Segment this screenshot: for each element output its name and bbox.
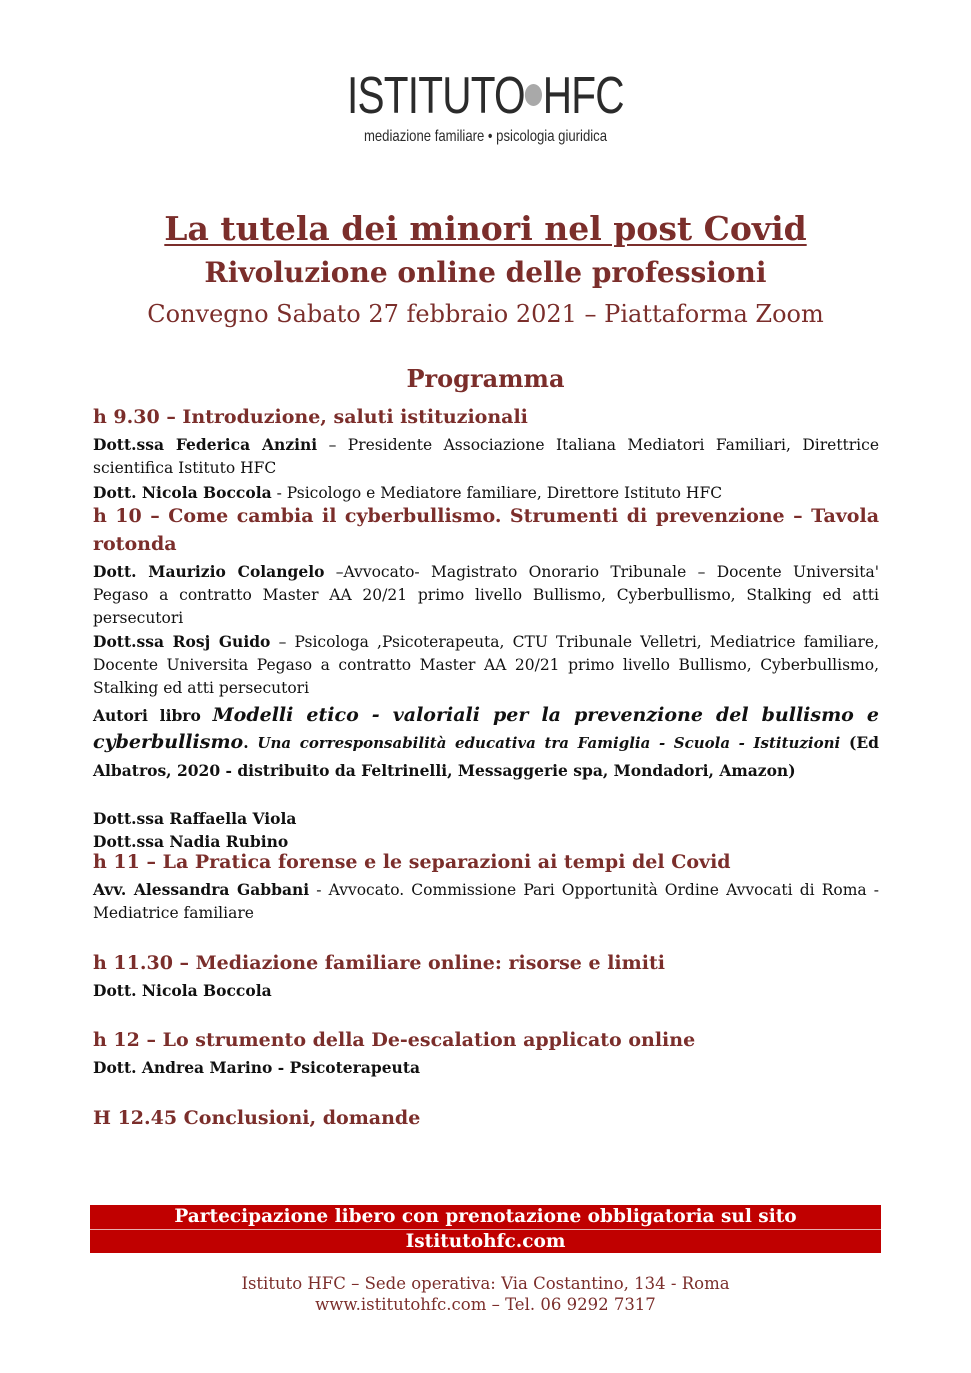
session-6 bbox=[93, 1104, 879, 1132]
speaker-entry bbox=[93, 433, 879, 480]
book-publisher: (Ed Albatros, 2020 - distribuito da Feltrinelli, Messaggerie spa, Mondadori, Amazon) bbox=[93, 733, 879, 780]
speaker-description: –Avvocato- Magistrato Onorario Tribunale – Docente Universita' Pegaso a contratto Master AA 20/21 primo livello Bullismo, Cyberbullismo, Stalking ed atti persecutori bbox=[93, 563, 879, 627]
program-heading: Programma bbox=[406, 364, 565, 393]
session-5 bbox=[93, 1026, 879, 1079]
speaker-name: Dott. Maurizio Colangelo bbox=[93, 562, 325, 581]
speaker-name: Dott.ssa Federica Anzini bbox=[93, 435, 318, 454]
session-2 bbox=[93, 502, 879, 853]
event-dateline: Convegno Sabato 27 febbraio 2021 – Piattaforma Zoom bbox=[147, 300, 824, 328]
speaker-name: Dott. Nicola Boccola bbox=[93, 483, 272, 502]
session-1 bbox=[93, 403, 879, 505]
session-3 bbox=[93, 848, 879, 925]
book-title: Modelli etico - valoriali per la prevenzione del bullismo e cyberbullismo bbox=[93, 704, 879, 753]
session-heading: h 9.30 – Introduzione, saluti istituzionali bbox=[93, 406, 528, 428]
speaker-name: Dott.ssa Nadia Rubino bbox=[93, 832, 289, 851]
speaker-description: - Psicologo e Mediatore familiare, Direttore Istituto HFC bbox=[271, 484, 723, 502]
logo-circle-icon bbox=[525, 84, 542, 106]
footer-contact[interactable]: www.istitutohfc.com – Tel. 06 9292 7317 bbox=[315, 1295, 656, 1314]
logo-tagline: mediazione familiare • psicologia giuridica bbox=[363, 128, 608, 145]
logo-part1: ISTITUTO bbox=[347, 67, 525, 125]
session-heading: h 11 – La Pratica forense e le separazioni ai tempi del Covid bbox=[93, 851, 731, 873]
speaker-name: Avv. Alessandra Gabbani bbox=[93, 880, 310, 899]
logo-wordmark bbox=[347, 68, 624, 124]
footer bbox=[0, 1273, 971, 1315]
footer-address: Istituto HFC – Sede operativa: Via Costantino, 134 - Roma bbox=[241, 1274, 730, 1293]
speaker-name: Dott. Andrea Marino - Psicoterapeuta bbox=[93, 1058, 421, 1077]
registration-banner bbox=[90, 1205, 881, 1253]
speaker-entry bbox=[93, 560, 879, 630]
session-heading: h 11.30 – Mediazione familiare online: risorse e limiti bbox=[93, 952, 665, 974]
speaker-description: - Avvocato. Commissione Pari Opportunità Ordine Avvocati di Roma - Mediatrice familiare bbox=[93, 881, 879, 922]
banner-website[interactable]: Istitutohfc.com bbox=[405, 1231, 566, 1252]
book-dot: . bbox=[243, 733, 258, 752]
page-title: La tutela dei minori nel post Covid bbox=[164, 209, 807, 248]
speaker-description: – Psicologa ,Psicoterapeuta, CTU Tribunale Velletri, Mediatrice familiare, Docente Universita Pegaso a contratto Master AA 20/21 primo livello Bullismo, Cyberbullismo, Stalking ed atti persecutori bbox=[93, 633, 879, 697]
session-4 bbox=[93, 949, 879, 1002]
banner-line-1: Partecipazione libero con prenotazione obbligatoria sul sito bbox=[90, 1205, 881, 1230]
speaker-name: Dott.ssa Raffaella Viola bbox=[93, 809, 297, 828]
page-subtitle: Rivoluzione online delle professioni bbox=[204, 256, 767, 289]
logo-part2: HFC bbox=[542, 67, 624, 125]
session-heading: H 12.45 Conclusioni, domande bbox=[93, 1107, 421, 1129]
logo bbox=[0, 68, 971, 146]
speaker-entry bbox=[93, 630, 879, 700]
book-reference bbox=[93, 702, 879, 784]
session-heading: h 10 – Come cambia il cyberbullismo. Strumenti di prevenzione – Tavola rotonda bbox=[93, 505, 879, 555]
speaker-name: Dott. Nicola Boccola bbox=[93, 981, 272, 1000]
speaker-name: Dott.ssa Rosj Guido bbox=[93, 632, 271, 651]
speaker-entry bbox=[93, 878, 879, 925]
book-prefix: Autori libro bbox=[93, 706, 213, 725]
session-heading: h 12 – Lo strumento della De-escalation applicato online bbox=[93, 1029, 696, 1051]
speaker-description: – Presidente Associazione Italiana Mediatori Familiari, Direttrice scientifica Istituto HFC bbox=[93, 436, 879, 477]
book-subtitle: Una corresponsabilità educativa tra Famiglia - Scuola - Istituzioni bbox=[257, 734, 841, 752]
